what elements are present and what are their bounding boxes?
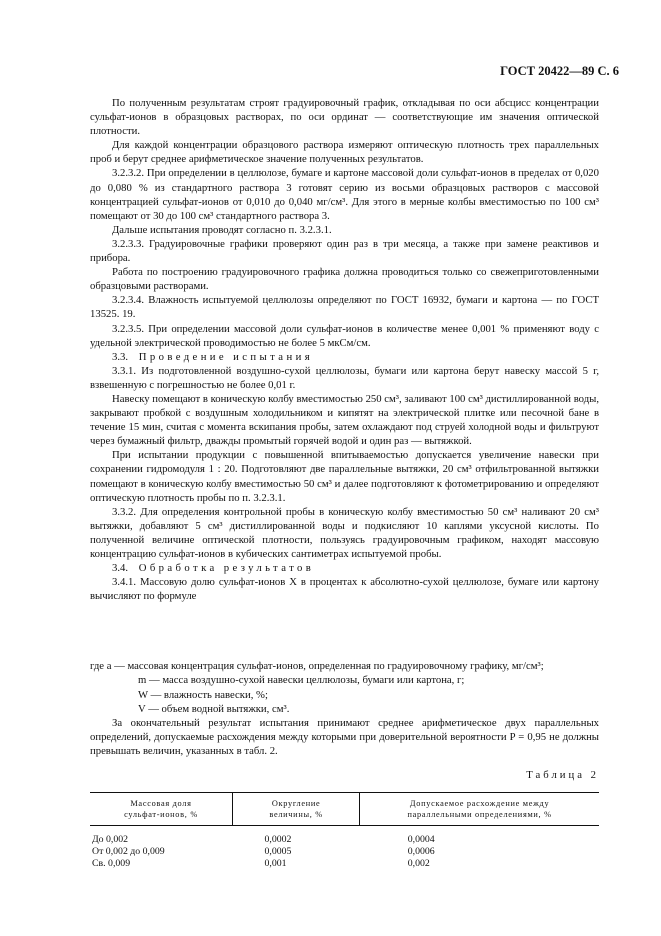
document-body	[90, 96, 599, 870]
section-heading-3-4	[90, 561, 599, 575]
paragraph: Работа по построению градуировочного графика должна проводиться только со свежеприготовленными образцовыми растворами.	[90, 266, 599, 293]
paragraph: 3.3.1. Из подготовленной воздушно-сухой целлюлозы, бумаги или картона берут навеску массой 5 г, взвешенную с погрешностью не более 0,01 г.	[90, 364, 599, 391]
paragraph: Для каждой концентрации образцового раствора измеряют оптическую плотность трех параллельных проб и берут среднее арифметическое значение полученных результатов.	[90, 139, 599, 166]
table-cell: 0,0002	[264, 834, 292, 846]
paragraph: По полученным результатам строят градуировочный график, откладывая по оси абсцисс концентрации сульфат-ионов в образцовых растворах, по оси ординат — соответствующие им значения оптической плотности.	[90, 97, 599, 138]
column-header: Округление величины, %	[233, 793, 360, 826]
table-cell: От 0,002 до 0,009	[92, 846, 165, 858]
column-header: Массовая доля сульфат-ионов, %	[90, 793, 233, 826]
table-cell: 0,0005	[264, 846, 292, 858]
table-cell: 0,002	[407, 858, 430, 870]
formula-area	[90, 603, 599, 659]
paragraph: 3.2.3.4. Влажность испытуемой целлюлозы определяют по ГОСТ 16932, бумаги и картона — по ГОСТ 13525. 19.	[90, 294, 599, 321]
table-cell: 0,001	[264, 858, 287, 870]
paragraph: За окончательный результат испытания принимают среднее арифметическое двух параллельных определений, допускаемые расхождения между которыми при доверительной вероятности P = 0,95 не должны превышать величин, указанных в табл. 2.	[90, 716, 599, 757]
where-line: V — объем водной вытяжки, см³.	[138, 702, 290, 715]
paragraph: Дальше испытания проводят согласно п. 3.2.3.1.	[112, 223, 332, 236]
table-cell: 0,0004	[407, 834, 435, 846]
section-number: 3.4.	[112, 562, 129, 575]
table-cell: Св. 0,009	[92, 858, 131, 870]
table-caption: Таблица 2	[526, 769, 599, 782]
paragraph: 3.4.1. Массовую долю сульфат-ионов X в процентах к абсолютно-сухой целлюлозе, бумаге или картону вычисляют по формуле	[90, 576, 599, 603]
paragraph: 3.2.3.5. При определении массовой доли сульфат-ионов в количестве менее 0,001 % применяют воду с удельной электрической проводимостью не более 5 мкСм/см.	[90, 322, 599, 349]
paragraph: 3.3.2. Для определения контрольной пробы в коническую колбу вместимостью 50 см³ наливают 20 см³ вытяжки, добавляют 5 см³ дистиллированной воды и подкисляют 10 каплями уксусной кислоты. По полученной величине оптической плотности, пользуясь градуировочным графиком, находят массовую концентрацию сульфат-ионов в кубических сантиметрах испытуемой пробы.	[90, 505, 599, 560]
table-row	[90, 846, 599, 858]
where-line: m — масса воздушно-сухой навески целлюлозы, бумаги или картона, г;	[138, 674, 465, 687]
table-cell: 0,0006	[407, 846, 435, 858]
where-line: где a — массовая концентрация сульфат-ионов, определенная по градуировочному графику, мг/см³;	[90, 660, 544, 673]
paragraph: Навеску помещают в коническую колбу вместимостью 250 см³, заливают 100 см³ дистиллированной воды, закрывают пробкой с воздушным холодильником и кипятят на электрической плитке или песочной бане в течение 15 мин, считая с момента вскипания пробы, затем охлаждают под струей холодной воды и фильтруют через бумажный фильтр, дважды промытый горячей водой и один раз — вытяжкой.	[90, 392, 599, 448]
page-header: ГОСТ 20422—89 С. 6	[500, 64, 619, 78]
section-number: 3.3.	[112, 350, 129, 363]
paragraph: При испытании продукции с повышенной впитываемостью допускается увеличение навески при сохранении гидромодуля 1 : 20. Подготовляют две параллельные вытяжки, 20 см³ отфильтрованной вытяжки помещают в коническую колбу вместимостью 50 см³ и далее подготовляют к фотометрированию и определяют оптическую плотность пробы по п. 3.2.3.1.	[90, 449, 599, 504]
paragraph: 3.2.3.3. Градуировочные графики проверяют один раз в три месяца, а также при замене реактивов и прибора.	[90, 237, 599, 265]
table-row	[90, 858, 599, 870]
table-row	[90, 826, 599, 847]
section-title: Обработка результатов	[138, 562, 315, 575]
section-title: Проведение испытания	[138, 350, 314, 363]
column-header: Допускаемое расхождение между параллельными определениями, %	[360, 793, 599, 826]
table-header-row	[90, 793, 599, 826]
table-cell: До 0,002	[92, 834, 129, 846]
section-heading-3-3	[90, 350, 599, 364]
paragraph: 3.2.3.2. При определении в целлюлозе, бумаге и картоне массовой доли сульфат-ионов в пределах от 0,020 до 0,080 % из стандартного раствора 3 готовят серию из восьми образцовых растворов с массовой концентрацией сульфат-ионов от 0,010 до 0,040 мг/см³. Для этого в мерные колбы вместимостью по 100 см³ помещают от 30 до 100 см³ стандартного раствора 3.	[90, 167, 599, 222]
where-line: W — влажность навески, %;	[138, 688, 268, 701]
table-2	[90, 792, 599, 870]
